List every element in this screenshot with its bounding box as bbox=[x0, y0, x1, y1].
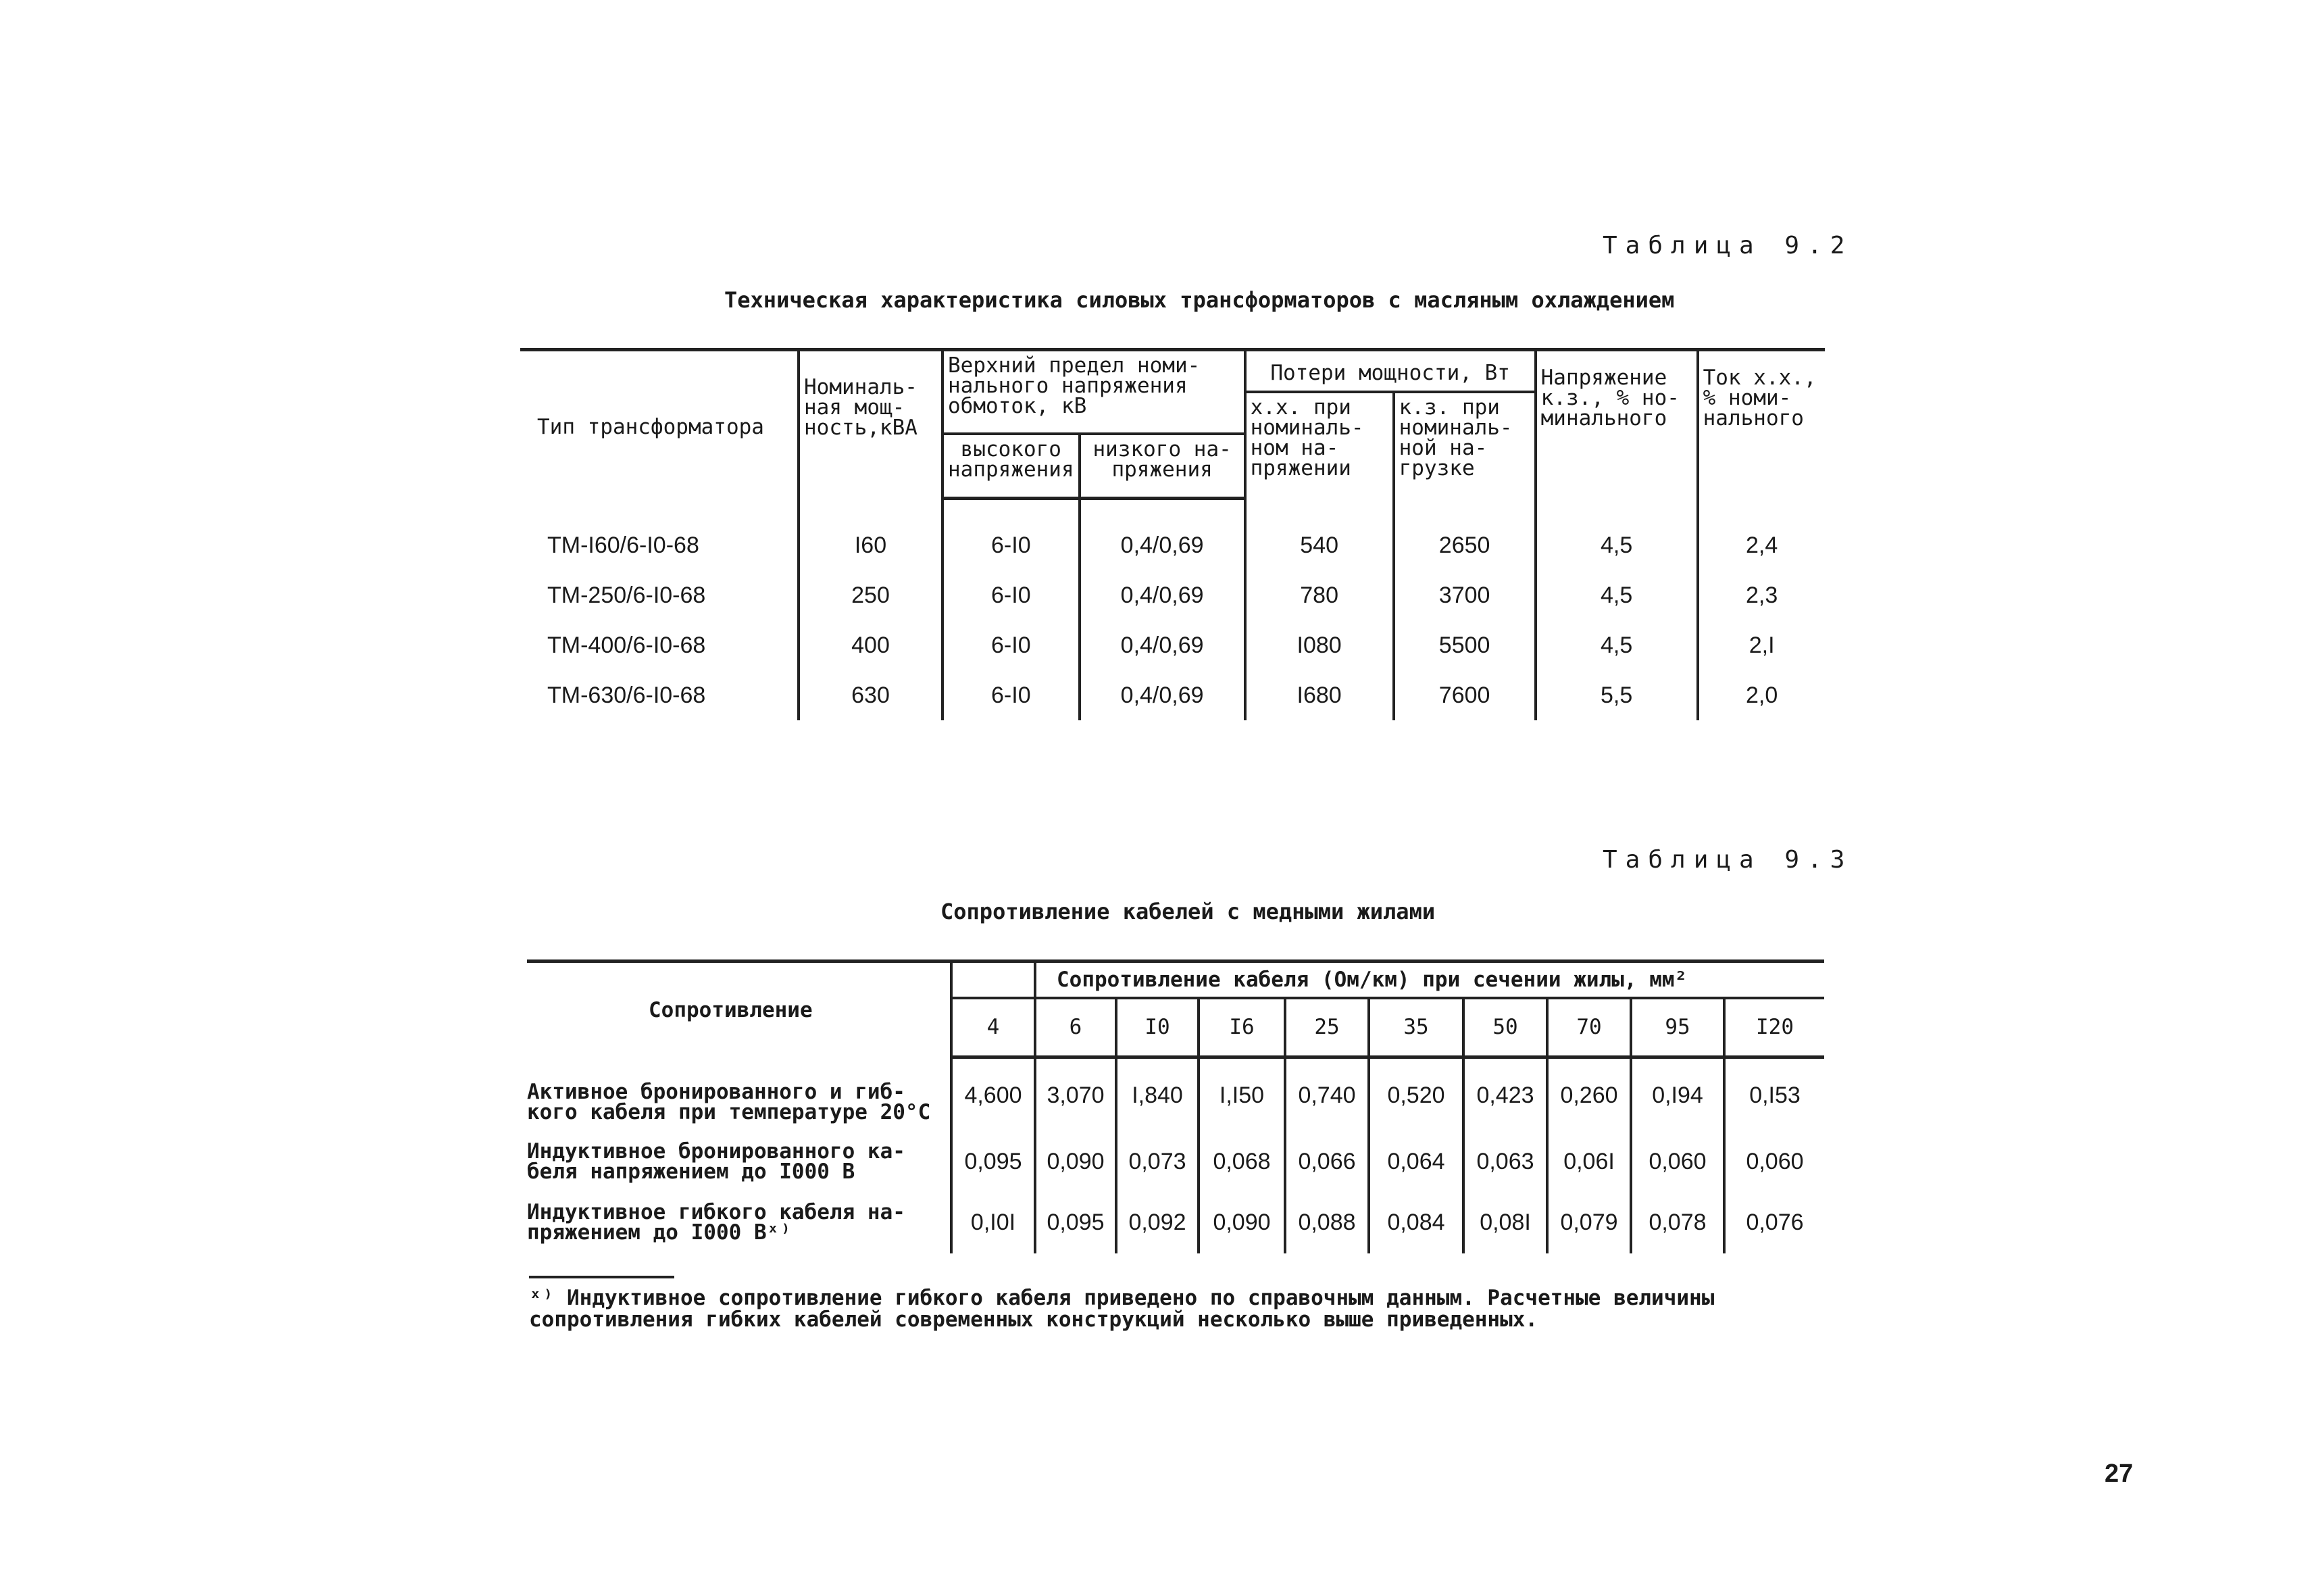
table-9-3 bbox=[527, 959, 1824, 1253]
header-transformer-type: Тип трансформатора bbox=[537, 414, 764, 439]
header-no-load-current: Ток х.х., % номи-нального bbox=[1698, 350, 1825, 499]
table-9-2 bbox=[520, 348, 1825, 720]
header-resistance-per-section: Сопротивление кабеля (Ом/км) при сечении жилы, мм² bbox=[1035, 962, 1824, 998]
header-low-voltage: низкого на-пряжения bbox=[1080, 434, 1245, 499]
header-short-circuit-losses: к.з. при номиналь-ной на-грузке bbox=[1394, 392, 1536, 499]
table-9-2-label: Таблица 9.2 bbox=[1603, 232, 1853, 259]
section-95: 95 bbox=[1631, 998, 1724, 1057]
section-10: I0 bbox=[1116, 998, 1199, 1057]
header-high-voltage: высокого напряжения bbox=[942, 434, 1080, 499]
section-16: I6 bbox=[1199, 998, 1285, 1057]
header-short-circuit-voltage: Напряжение к.з., % но-минального bbox=[1536, 350, 1698, 499]
table-row: Активное бронированного и гиб- кого кабеля при температуре 20°С 4,600 3,070 I,840 I,I50 0,740 0,520 0,423 0,260 0,I94 0,I53 bbox=[527, 1057, 1824, 1132]
header-nominal-power: Номиналь-ная мощ-ность,кВА bbox=[799, 350, 942, 499]
table-row: ТМ-I60/6-I0-68 I60 6-I0 0,4/0,69 540 2650 4,5 2,4 bbox=[520, 520, 1825, 570]
table-row: ТМ-400/6-I0-68 400 6-I0 0,4/0,69 I080 5500 4,5 2,I bbox=[520, 620, 1825, 670]
section-25: 25 bbox=[1285, 998, 1369, 1057]
section-50: 50 bbox=[1463, 998, 1547, 1057]
table-9-3-caption: Сопротивление кабелей с медными жилами bbox=[940, 899, 1436, 924]
table-row: Индуктивное гибкого кабеля на- пряжением до I000 Вˣ⁾ 0,I0I 0,095 0,092 0,090 0,088 0,084 0,08I 0,079 0,078 0,076 bbox=[527, 1191, 1824, 1253]
table-row: ТМ-250/6-I0-68 250 6-I0 0,4/0,69 780 3700 4,5 2,3 bbox=[520, 570, 1825, 620]
table-row: Индуктивное бронированного ка- беля напряжением до I000 В 0,095 0,090 0,073 0,068 0,066 0,064 0,063 0,06I 0,060 0,060 bbox=[527, 1132, 1824, 1191]
section-70: 70 bbox=[1547, 998, 1631, 1057]
header-power-losses: Потери мощности, Вт bbox=[1245, 350, 1536, 392]
footnote-divider bbox=[529, 1276, 674, 1278]
header-no-load-losses: х.х. при номиналь-ном на-пряжении bbox=[1245, 392, 1394, 499]
section-120: I20 bbox=[1724, 998, 1824, 1057]
section-4: 4 bbox=[951, 998, 1035, 1057]
table-row: ТМ-630/6-I0-68 630 6-I0 0,4/0,69 I680 7600 5,5 2,0 bbox=[520, 670, 1825, 720]
table-9-3-label: Таблица 9.3 bbox=[1603, 846, 1853, 874]
table-9-2-caption: Техническая характеристика силовых трансформаторов с масляным охлаждением bbox=[724, 287, 1675, 313]
section-35: 35 bbox=[1369, 998, 1463, 1057]
section-6: 6 bbox=[1035, 998, 1116, 1057]
header-resistance: Сопротивление bbox=[649, 997, 813, 1022]
page-number: 27 bbox=[2105, 1460, 2134, 1488]
footnote: ˣ⁾ Индуктивное сопротивление гибкого кабеля приведено по справочным данным. Расчетные величины сопротивления гибких кабелей современных конструкций несколько выше приведенных. bbox=[529, 1286, 1715, 1332]
header-voltage-limit: Верхний предел номи-нального напряжения обмоток, кВ bbox=[942, 350, 1245, 434]
